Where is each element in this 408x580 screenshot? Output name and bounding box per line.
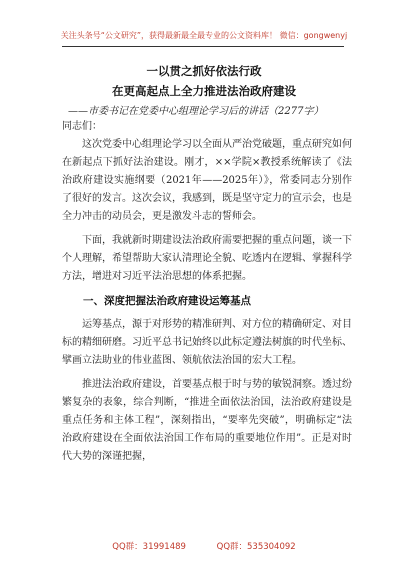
body-paragraph: 这次党委中心组理论学习以全面从严治党破题，重点研究如何在新起点下抓好法治建设。刚才，××学院×教授系统解读了《法治政府建设实施纲要（2021年——2025年）》，常委同志分别作了很好的发言。这次会议，我感到，既是坚守定力的宣示会，也是全力冲击的动员会，更是激发斗志的誓师会。 xyxy=(62,139,352,222)
document-title-line2: 在更高起点上全力推进法治政府建设 xyxy=(112,84,296,98)
section-heading: 一、深度把握法治政府建设运筹基点 xyxy=(83,295,251,307)
body-paragraph: 下面，我就新时期建设法治政府需要把握的重点问题，谈一下个人理解，希望帮助大家认清理论全貌、吃透内在逻辑、掌握科学方法，增进对习近平法治思想的体系把握。 xyxy=(62,235,352,282)
document-body xyxy=(62,118,352,466)
body-paragraph: 运筹基点，源于对形势的精准研判、对方位的精确研定、对目标的精细研磨。习近平总书记始终以此标定遵法树旗的时代坐标、擘画立法助业的伟业蓝图、领航依法治国的宏大工程。 xyxy=(62,319,352,366)
qq-group-secondary: QQ群：535304092 xyxy=(216,542,296,552)
salutation: 同志们： xyxy=(62,121,102,132)
document-subtitle: ——市委书记在党委中心组理论学习后的讲话（2277字） xyxy=(68,106,324,117)
document-title-line1: 一以贯之抓好依法行政 xyxy=(146,64,262,78)
qq-group-primary: QQ群：31991489 xyxy=(112,542,186,552)
footer-contact xyxy=(0,540,408,552)
header-divider xyxy=(62,46,344,47)
body-paragraph: 推进法治政府建设，首要基点根于时与势的敏锐洞察。透过纷繁复杂的表象，综合判断，“推进全面依法治国，法治政府建设是重点任务和主体工程”，深刻指出，“要率先突破”，明确标定“法治政府建设在全面依法治国工作布局的重要地位作用”。正是对时代大势的深谨把握， xyxy=(62,379,352,462)
header-banner: 关注头条号“公文研究”，获得最新最全最专业的公文资料库！ 微信：gongwenyj xyxy=(60,31,348,40)
